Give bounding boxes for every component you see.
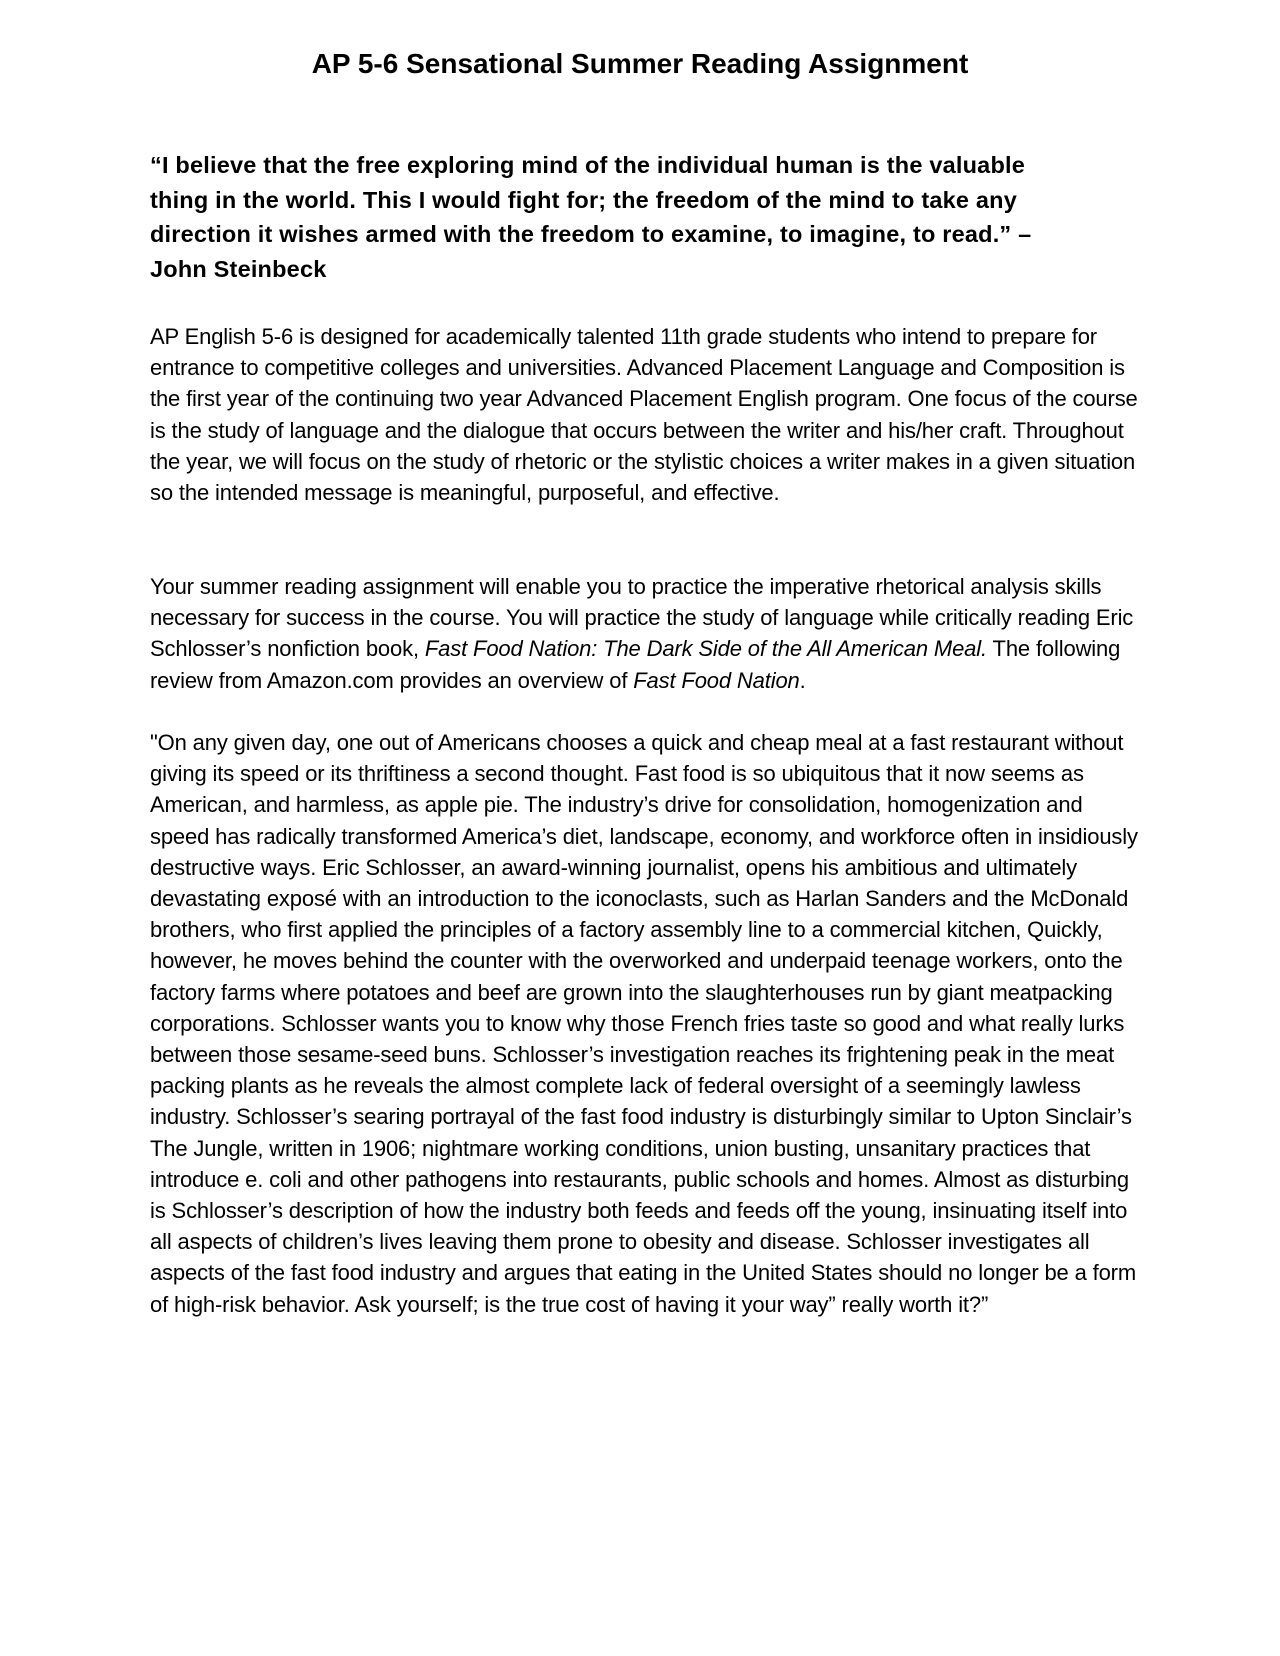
assignment-text-part3: . [799, 667, 806, 693]
steinbeck-quote: “I believe that the free exploring mind of the individual human is the valuable thing in the world. This I would fight for; the freedom of the mind to take any direction it wishes armed with the freedom to examine, to imagine, to read.” – John Steinbeck [150, 152, 1032, 282]
book-title-short: Fast Food Nation [633, 667, 800, 693]
book-title-full: Fast Food Nation: The Dark Side of the All American Meal. [424, 636, 987, 662]
assignment-text-part1: Your summer reading assignment will enable you to practice the imperative rhetorical analysis skills necessary for success in the course. You will practice the study of language while critically reading Eric Schlosser’s nonfiction book, [150, 574, 1134, 662]
assignment-text-part2: The following review from Amazon.com provides an overview of [150, 636, 1121, 693]
document-title: AP 5-6 Sensational Summer Reading Assignment [311, 48, 969, 79]
course-intro-paragraph: AP English 5-6 is designed for academically talented 11th grade students who intend to prepare for entrance to competitive colleges and universities. Advanced Placement Language and Composition is the first year of the continuing two year Advanced Placement English program. One focus of the course is the study of language and the dialogue that occurs between the writer and his/her craft. Throughout the year, we will focus on the study of rhetoric or the stylistic choices a writer makes in a given situation so the intended message is meaningful, purposeful, and effective. [150, 324, 1138, 506]
assignment-paragraph [150, 571, 1140, 696]
amazon-review-paragraph: "On any given day, one out of Americans chooses a quick and cheap meal at a fast restaurant without giving its speed or its thriftiness a second thought. Fast food is so ubiquitous that it now seems as American, and harmless, as apple pie. The industry’s drive for consolidation, homogenization and speed has radically transformed America’s diet, landscape, economy, and workforce often in insidiously destructive ways. Eric Schlosser, an award-winning journalist, opens his ambitious and ultimately devastating exposé with an introduction to the iconoclasts, such as Harlan Sanders and the McDonald brothers, who first applied the principles of a factory assembly line to a commercial kitchen, Quickly, however, he moves behind the counter with the overworked and underpaid teenage workers, onto the factory farms where potatoes and beef are grown into the slaughterhouses run by giant meatpacking corporations. Schlosser wants you to know why those French fries taste so good and what really lurks between those sesame-seed buns. Schlosser’s investigation reaches its frightening peak in the meat packing plants as he reveals the almost complete lack of federal oversight of a seemingly lawless industry. Schlosser’s searing portrayal of the fast food industry is disturbingly similar to Upton Sinclair’s The Jungle, written in 1906; nightmare working conditions, union busting, unsanitary practices that introduce e. coli and other pathogens into restaurants, public schools and homes. Almost as disturbing is Schlosser’s description of how the industry both feeds and feeds off the young, insinuating itself into all aspects of children’s lives leaving them prone to obesity and disease. Schlosser investigates all aspects of the fast food industry and argues that eating in the United States should no longer be a form of high-risk behavior. Ask yourself; is the true cost of having it your way” really worth it?” [150, 730, 1138, 1317]
